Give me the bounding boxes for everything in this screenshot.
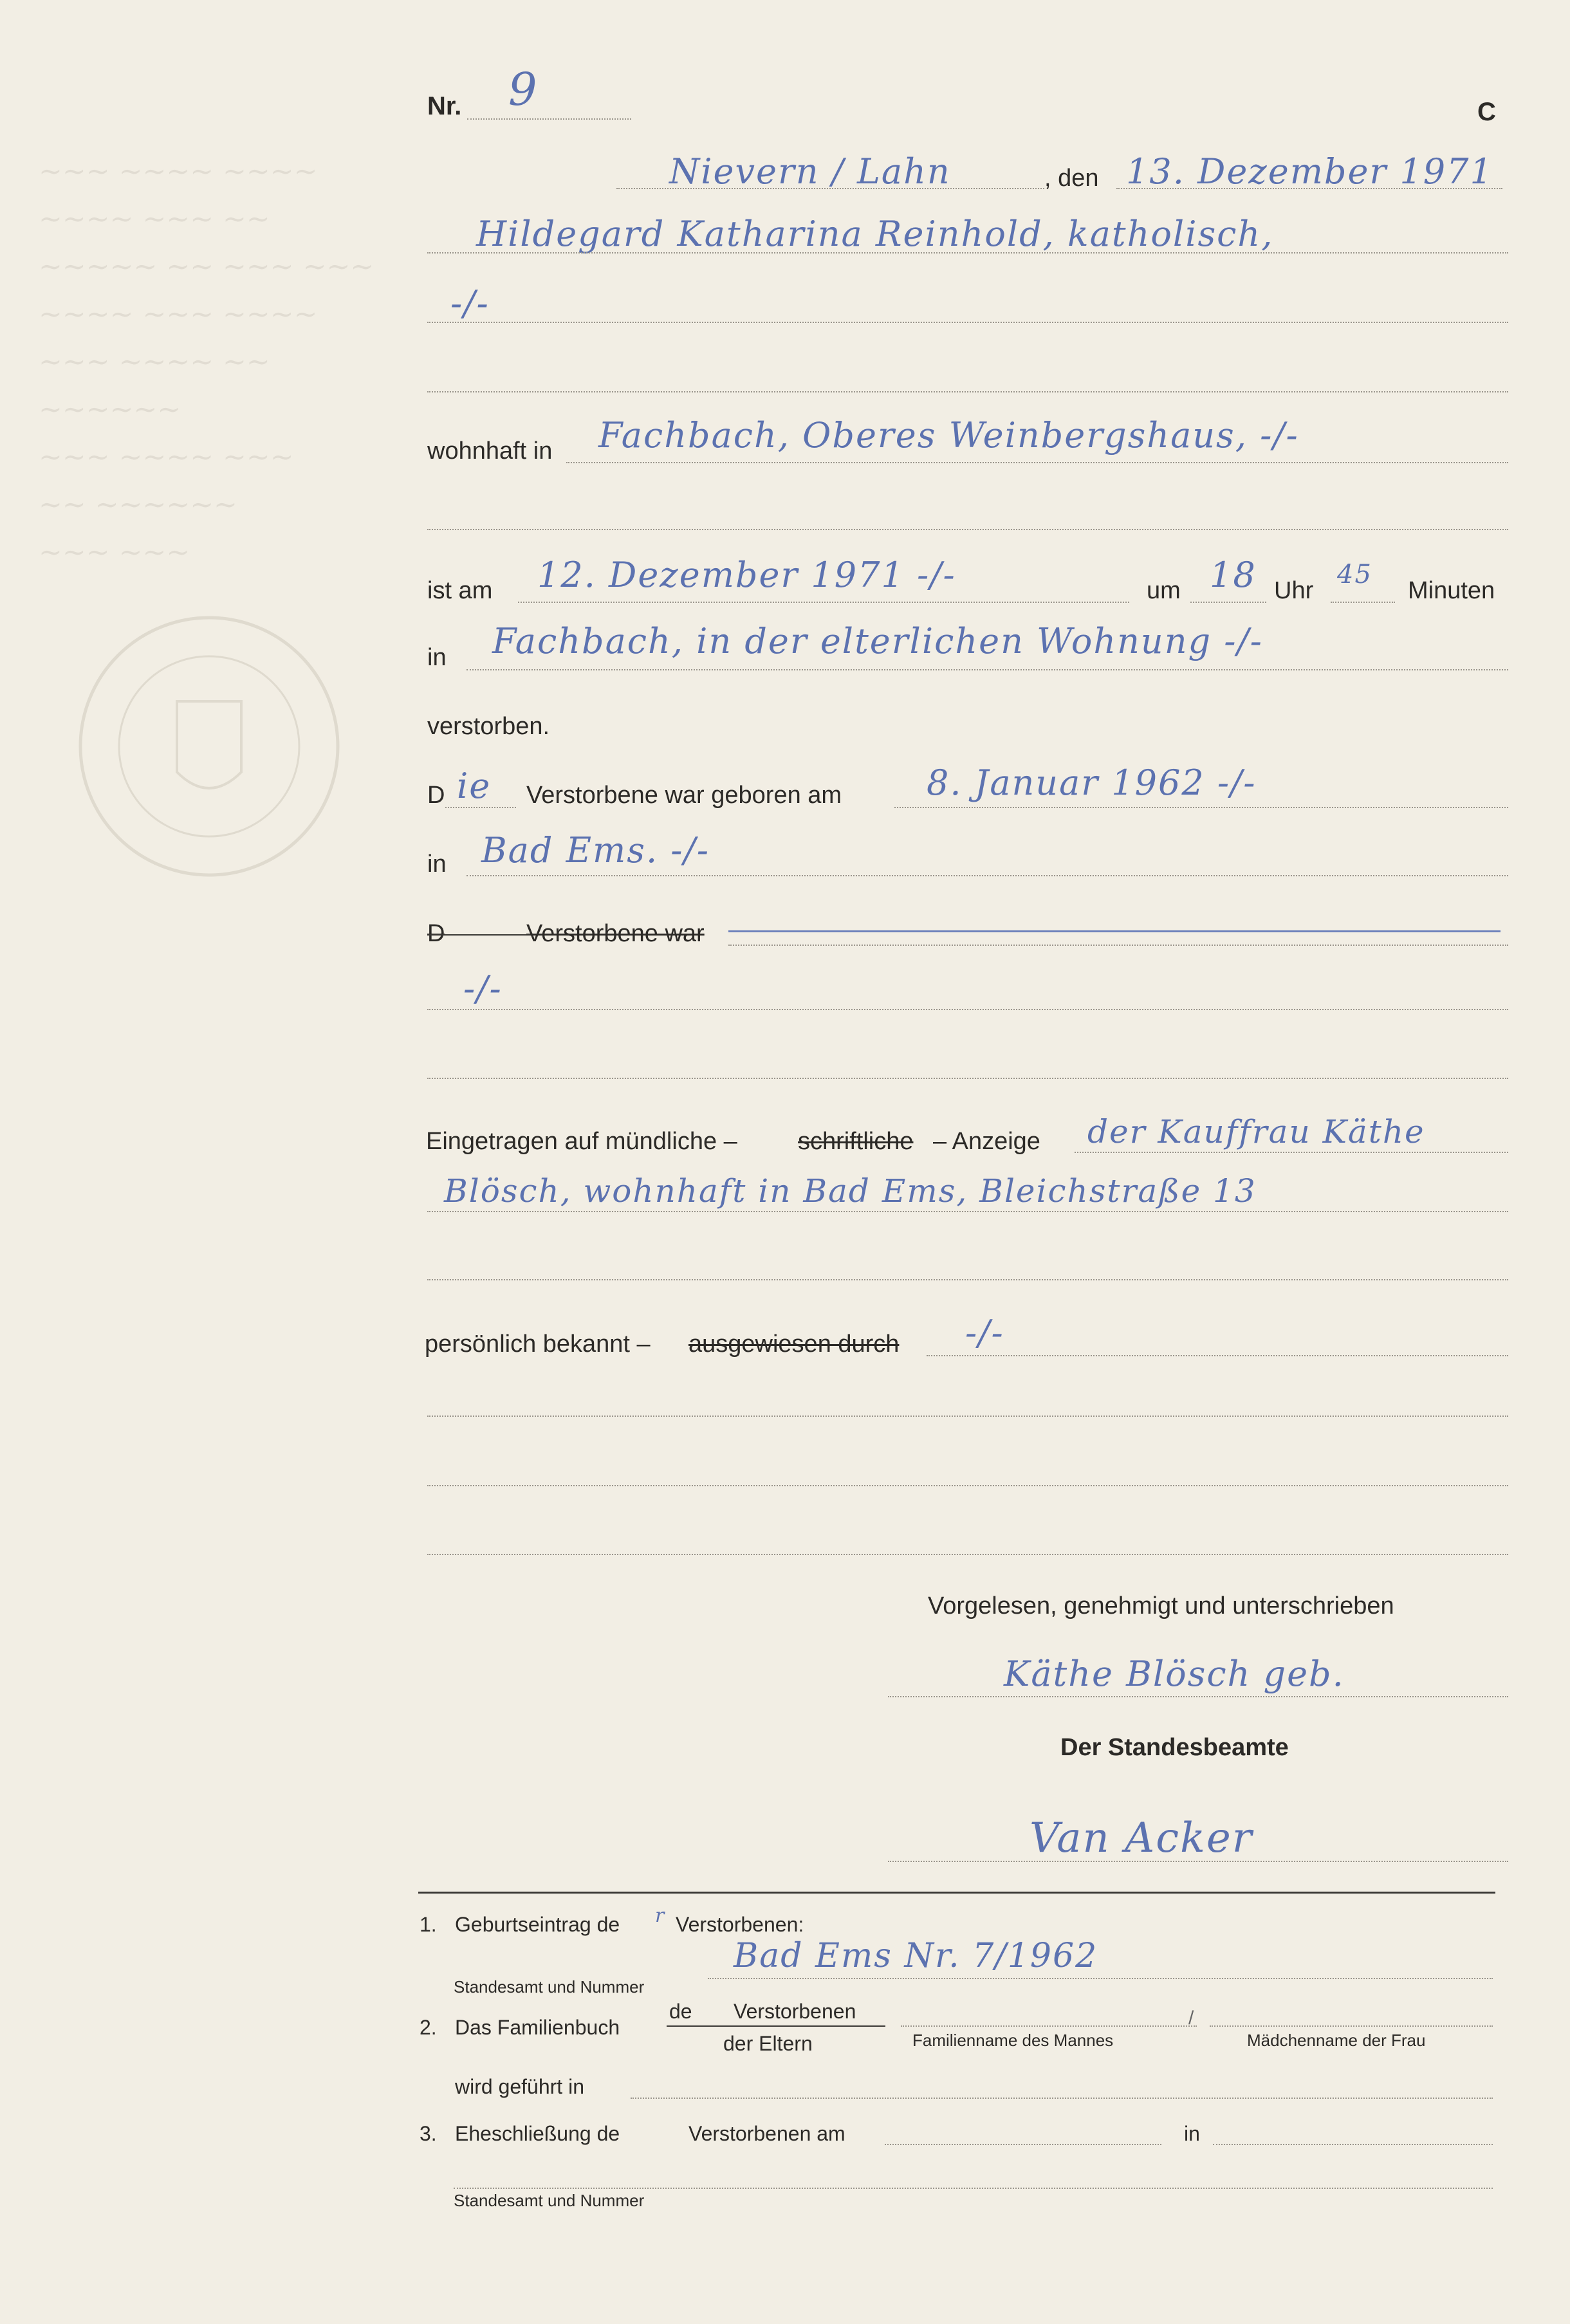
minuten-label: Minuten [1408,577,1495,604]
civil-death-register-page: ~~~ ~~~~ ~~~~ ~~~~ ~~~ ~~ ~~~~~ ~~ ~~~ ~~~ ~~~~ ~~~ ~~~~ ~~~ ~~~~ ~~ ~~~~~~ ~~~ ~~~~ ~~~ ~~ ~~~~~~ ~~~ ~~~ Nr. 9 C Nievern / Lahn , den 13. Dezember 1971 Hildegard Katharina Reinhold, katholisch, -/- wohnhaft in Fachbach, Oberes Weinbergshaus, -/- ist am 12. Dezember 1971 -/- um 18 Uhr 45 Minuten in Fachbach, in der elterlichen Wohnung -/- verstorben. D ie Verstorbene war geboren am 8. Januar 1962 -/- in Bad Ems. -/- D Verstorbene war -/- Eingetragen auf mündliche – schriftliche – Anzeige der Kauffrau Käthe Blösch, wohnhaft in Bad Ems, Bleichstraße 13 persönlich bekannt – ausgewiesen durch -/- Vorgelesen, genehmigt und unterschrieben Käthe Blösch geb. Der Standesbeamte Van Acker 1. Geburtseintrag de r Verstorbenen: Bad Ems Nr. 7/1962 Standesamt und Nummer 2. Das Familienbuch de Verstorbenen der Eltern / Familienname des Mannes Mädchenname der Frau wird geführt in 3. Eheschließung de Verstorbenen am in Standesamt und Nummer [0,0,1570,2324]
birth-place-in-label: in [427,851,447,878]
informant-signature: Käthe Blösch geb. [1004,1654,1345,1694]
eingetragen-label: Eingetragen auf mündliche – [426,1128,737,1155]
death-place-line [466,669,1508,670]
blank-line-9 [427,1554,1508,1555]
anzeige-label: – Anzeige [933,1128,1040,1155]
birth-date-line [894,807,1508,808]
death-date: 12. Dezember 1971 -/- [537,555,956,595]
item2-number: 2. [420,2016,437,2039]
blank-line-2 [427,391,1508,392]
wohnhaft-label: wohnhaft in [427,438,553,465]
record-date: 13. Dezember 1971 [1126,151,1493,192]
uhr-label: Uhr [1274,577,1314,604]
den-label: , den [1044,165,1099,192]
item1-line [708,1978,1493,1979]
item3-label2: Verstorbenen am [688,2122,845,2145]
item3-date-line [885,2144,1161,2145]
registrar-signature-line [888,1861,1508,1862]
birth-place: Bad Ems. -/- [481,830,710,871]
deceased-name: Hildegard Katharina Reinhold, katholisch, [476,214,1274,254]
verstorbene-war-strike-pen [728,930,1501,932]
date-line [1116,188,1502,189]
vorgelesen-label: Vorgelesen, genehmigt und unterschrieben [928,1592,1394,1619]
footer-rule [418,1892,1495,1894]
name-dash: -/- [450,283,490,324]
death-minutes: 45 [1337,560,1372,589]
standesamt-label-1: Standesamt und Nummer [454,1977,645,1997]
place-value: Nievern / Lahn [669,151,951,192]
faint-seal-stamp [74,611,344,881]
item1-number: 1. [420,1913,437,1936]
nr-label: Nr. [427,92,462,120]
standesbeamte-label: Der Standesbeamte [1060,1734,1289,1761]
geboren-prefix: D [427,782,445,809]
anzeige-value-2: Blösch, wohnhaft in Bad Ems, Bleichstraße 13 [444,1172,1257,1210]
verstorben-label: verstorben. [427,713,550,740]
blank-line-1 [427,322,1508,323]
standesamt-label-2: Standesamt und Nummer [454,2191,645,2210]
blank-line-4 [427,1009,1508,1010]
place-line [616,188,1044,189]
item3-place-line [1213,2144,1493,2145]
geboren-suffix-line [445,807,516,808]
item3-in-label: in [1184,2122,1200,2145]
item2-de: de [669,2000,692,2023]
hour-line [1190,602,1266,603]
registrar-signature: Van Acker [1030,1814,1253,1862]
wird-gefuehrt-line [631,2098,1493,2099]
geboren-suffix: ie [457,766,492,806]
item1-value: Bad Ems Nr. 7/1962 [734,1937,1098,1975]
ist-am-label: ist am [427,577,493,604]
death-hour: 18 [1210,555,1257,595]
minutes-line [1331,602,1395,603]
anzeige-line-1 [1075,1152,1508,1153]
item1-label: Geburtseintrag de [455,1913,620,1936]
bekannt-value: -/- [965,1313,1004,1353]
name-line [427,252,1508,254]
nr-value: 9 [508,63,539,116]
familienname-line [901,2025,1197,2027]
birth-date: 8. Januar 1962 -/- [927,762,1257,803]
corner-letter: C [1477,98,1496,126]
verstorbene-war-strike-a [427,934,530,936]
item1-suffix: r [655,1904,666,1927]
anzeige-line-2 [427,1211,1508,1212]
death-place: Fachbach, in der elterlichen Wohnung -/- [492,621,1263,661]
death-place-in-label: in [427,644,447,671]
birth-place-line [466,875,1508,876]
item3-label: Eheschließung de [455,2122,620,2145]
bleed-through-text: ~~~ ~~~~ ~~~~ ~~~~ ~~~ ~~ ~~~~~ ~~ ~~~ ~~~ ~~~~ ~~~ ~~~~ ~~~ ~~~~ ~~ ~~~~~~ ~~~ ~~~~ ~~~ ~~ ~~~~~~ ~~~ ~~~ [39,155,374,569]
verstorbene-war-prefix: D [427,920,445,947]
geboren-label: Verstorbene war geboren am [526,782,842,809]
informant-signature-line [888,1696,1508,1697]
blank-line-3 [427,529,1508,530]
wohnhaft-value: Fachbach, Oberes Weinbergshaus, -/- [598,415,1299,456]
bekannt-line [927,1355,1508,1356]
item2-eltern: der Eltern [723,2032,813,2055]
anzeige-value-1: der Kauffrau Käthe [1087,1113,1425,1150]
item3-register-line [454,2188,1493,2189]
blank-line-5 [427,1078,1508,1079]
nr-line [467,118,631,120]
ausgewiesen-label: ausgewiesen durch [688,1331,900,1358]
death-date-line [518,602,1129,603]
item2-label: Das Familienbuch [455,2016,620,2039]
blank-line-6 [427,1279,1508,1280]
maedchenname-line [1210,2025,1493,2027]
schriftliche-label: schriftliche [798,1128,914,1155]
item1-label2: Verstorbenen: [676,1913,804,1936]
wohnhaft-line [566,462,1508,463]
verstorbene-war-value: -/- [463,968,503,1009]
blank-line-7 [427,1416,1508,1417]
verstorbene-war-label: Verstorbene war [526,920,705,947]
item2-verstorbenen: Verstorbenen [734,2000,856,2023]
item2-fraction-bar [667,2025,885,2027]
familienname-label: Familienname des Mannes [912,2031,1114,2050]
item3-number: 3. [420,2122,437,2145]
wird-gefuehrt-label: wird geführt in [455,2075,584,2098]
um-label: um [1147,577,1181,604]
maedchenname-label: Mädchenname der Frau [1247,2031,1426,2050]
bekannt-label: persönlich bekannt – [425,1331,651,1358]
blank-line-8 [427,1485,1508,1486]
verstorbene-war-line [728,945,1508,946]
